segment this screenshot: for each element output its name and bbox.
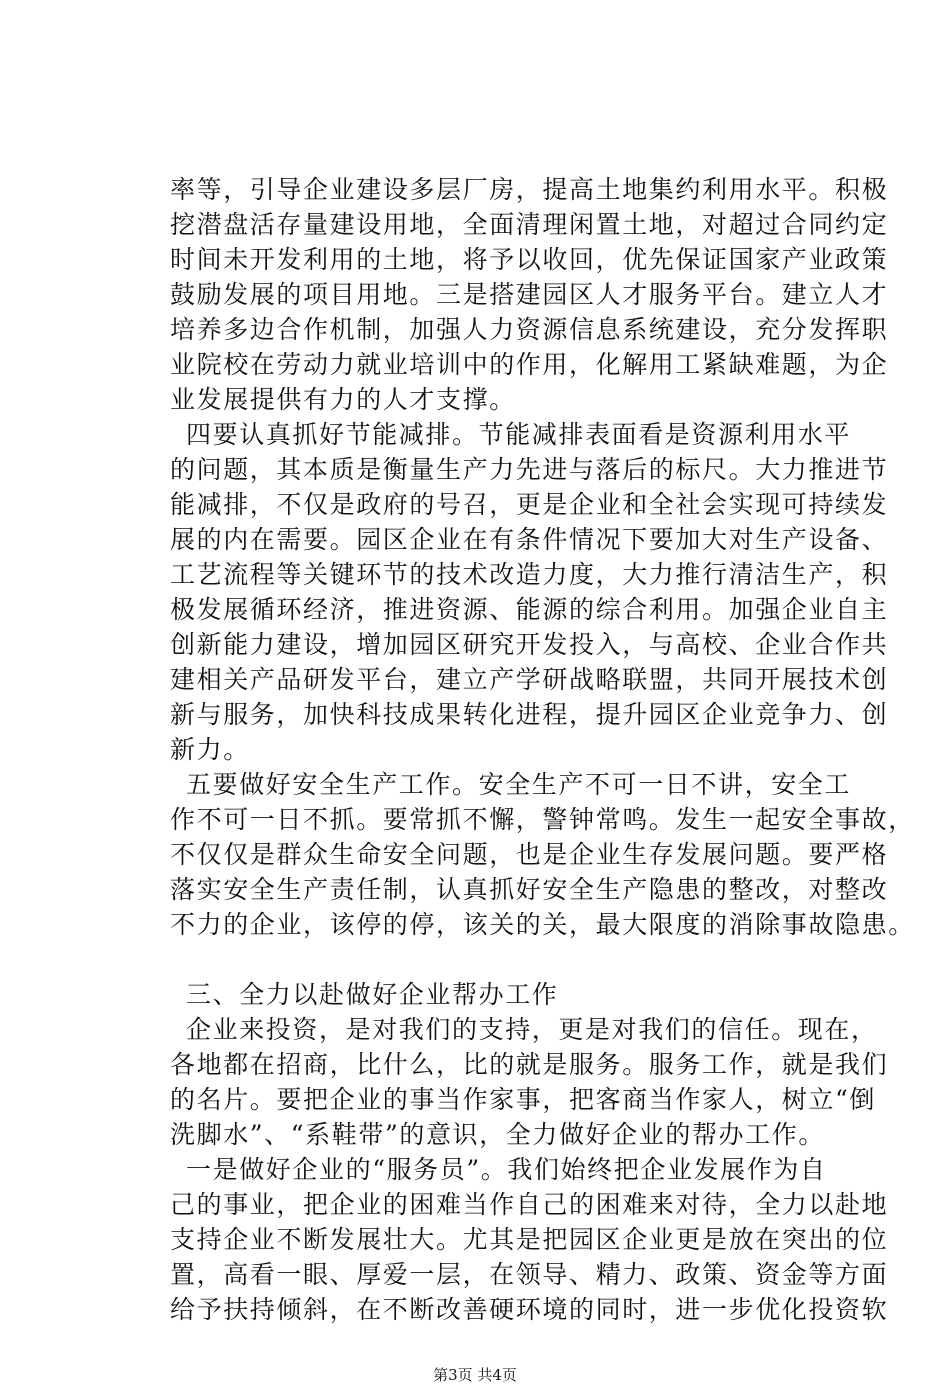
text-line: 作不可一日不抓。要常抓不懈，警钟常鸣。发生一起安全事故，: [170, 805, 915, 834]
text-line: 的问题，其本质是衡量生产力先进与落后的标尺。大力推进节: [170, 455, 889, 484]
text-line: 各地都在招商，比什么，比的就是服务。服务工作，就是我们: [170, 1050, 889, 1079]
text-line: 极发展循环经济，推进资源、能源的综合利用。加强企业自主: [170, 595, 889, 624]
text-line: 洗脚水”、“系鞋带”的意识，全力做好企业的帮办工作。: [170, 1120, 825, 1149]
paragraph-start-line: 企业来投资，是对我们的支持，更是对我们的信任。现在，: [186, 1015, 878, 1044]
page-number-footer: 第3页 共4页: [433, 1366, 517, 1384]
text-line: 支持企业不断发展壮大。尤其是把园区企业更是放在突出的位: [170, 1225, 889, 1254]
text-line: 给予扶持倾斜，在不断改善硬环境的同时，进一步优化投资软: [170, 1295, 889, 1324]
text-line: 落实安全生产责任制，认真抓好安全生产隐患的整改，对整改: [170, 875, 889, 904]
text-line: 不力的企业，该停的停，该关的关，最大限度的消除事故隐患。: [170, 910, 915, 939]
text-line: 己的事业，把企业的困难当作自己的困难来对待，全力以赴地: [170, 1190, 889, 1219]
text-line: 工艺流程等关键环节的技术改造力度，大力推行清洁生产，积: [170, 560, 889, 589]
text-line: 新与服务，加快科技成果转化进程，提升园区企业竞争力、创: [170, 700, 889, 729]
text-line: 率等，引导企业建设多层厂房，提高土地集约利用水平。积极: [170, 175, 889, 204]
text-line: 的名片。要把企业的事当作家事，把客商当作家人，树立“倒: [170, 1085, 876, 1114]
text-line: 挖潜盘活存量建设用地，全面清理闲置土地，对超过合同约定: [170, 210, 889, 239]
section-heading: 三、全力以赴做好企业帮办工作: [186, 980, 559, 1009]
text-line: 鼓励发展的项目用地。三是搭建园区人才服务平台。建立人才: [170, 280, 889, 309]
text-line: 新力。: [170, 735, 250, 764]
text-line: 时间未开发利用的土地，将予以收回，优先保证国家产业政策: [170, 245, 889, 274]
paragraph-start-line: 五要做好安全生产工作。安全生产不可一日不讲，安全工: [186, 770, 852, 799]
text-line: 创新能力建设，增加园区研究开发投入，与高校、企业合作共: [170, 630, 889, 659]
paragraph-start-line: 一是做好企业的“服务员”。我们始终把企业发展作为自: [186, 1155, 827, 1184]
text-line: 建相关产品研发平台，建立产学研战略联盟，共同开展技术创: [170, 665, 889, 694]
paragraph-start-line: 四要认真抓好节能减排。节能减排表面看是资源利用水平: [186, 420, 852, 449]
text-line: 能减排，不仅是政府的号召，更是企业和全社会实现可持续发: [170, 490, 889, 519]
text-line: 置，高看一眼、厚爱一层，在领导、精力、政策、资金等方面: [170, 1260, 889, 1289]
text-line: 不仅仅是群众生命安全问题，也是企业生存发展问题。要严格: [170, 840, 889, 869]
text-line: 业发展提供有力的人才支撑。: [170, 385, 516, 414]
text-line: 培养多边合作机制，加强人力资源信息系统建设，充分发挥职: [170, 315, 889, 344]
text-line: 展的内在需要。园区企业在有条件情况下要加大对生产设备、: [170, 525, 889, 554]
text-line: 业院校在劳动力就业培训中的作用，化解用工紧缺难题，为企: [170, 350, 889, 379]
